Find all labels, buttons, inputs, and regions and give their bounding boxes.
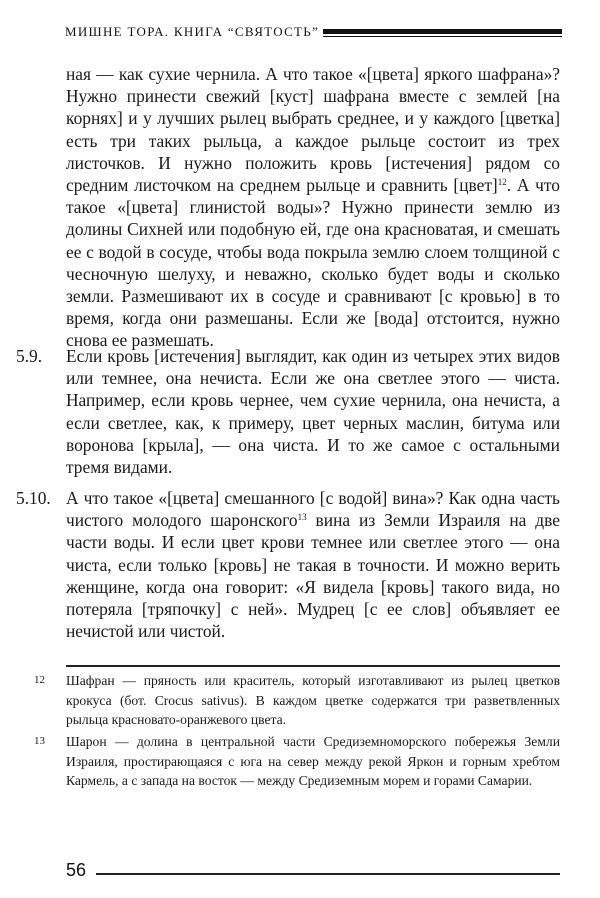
paragraph-text-part: . А что такое «[цвета] глинистой воды»? Нужно принести землю из долины Сихней или подобную ей, где она красноватая, и смешать ее с водой в сосуде, чтобы вода покрыла землю слоем толщиной с чесночную шелуху, и неважно, сколько будет воды и сколько земли. Размешивают их в сосуде и сравнивают [с кровью] в то время, когда они размешаны. Если же [вода] отстоится, нужно снова ее размешать. [66, 175, 560, 351]
section-text-part: А что такое «[цвета] смешанного [с водой] вина»? Как одна часть чистого молодого шаронского [66, 488, 560, 531]
header-double-rule [323, 29, 562, 38]
section-text: Если кровь [истечения] выглядит, как один из четырех этих видов или темнее, она нечиста. Если же она светлее этого — чиста. Например, если кровь чернее, чем сухие чернила, она нечиста, а если светлее, как, к примеру, цвет черных маслин, битума или воронова [крыла], — она чиста. И то же самое с остальными тремя видами. [66, 346, 560, 478]
footnote-separator [66, 665, 560, 667]
page-footer [66, 857, 560, 883]
section-text [66, 487, 560, 642]
footnote-12 [34, 671, 560, 730]
footnote-number: 12 [34, 674, 45, 686]
page-number: 56 [66, 859, 87, 880]
paragraph-text-part: ная — как сухие чернила. А что такое «[цвета] яркого шафрана»? Нужно принести свежий [куст] шафрана вместе с землей [на корнях] и у лучших рылец выбрать среднее, и у каждого [цветка] есть три таких рыльца, а каждое рыльце состоит из трех листочков. И нужно положить кровь [истечения] рядом со средним листочком на среднем рыльце и сравнить [цвет] [66, 64, 560, 196]
footnote-13 [34, 732, 560, 791]
section-5-10 [16, 487, 560, 642]
header-rule-thin [323, 36, 562, 37]
footnote-text: Шафран — пряность или краситель, который изготавливают из рылец цветков крокуса (бот. Crocus sativus). В каждом цветке содержатся три разветвленных рыльца красновато-оранжевого цвета. [66, 673, 560, 727]
running-header [65, 22, 562, 42]
footer-rule [96, 873, 560, 875]
section-5-9 [16, 345, 560, 478]
section-text-part: вина из Земли Израиля на две части воды. И если цвет крови темнее или светлее этого — она чиста, если только [кровь] не такая в точности. И можно верить женщине, когда она говорит: «Я видела [кровь] такого вида, но потеряла [тряпочку] с ней». Мудрец [с ее слов] объявляет ее нечистой или чистой. [66, 510, 560, 642]
footnote-text: Шарон — долина в центральной части Средиземноморского побережья Земли Израиля, простирающаяся с юга на север между рекой Яркон и горным хребтом Кармель, а с запада на восток — между Средиземным морем и горами Самарии. [66, 734, 560, 788]
continuation-paragraph [66, 63, 560, 352]
header-rule-thick [323, 29, 562, 34]
running-title: МИШНЕ ТОРА. КНИГА “СВЯТОСТЬ” [65, 24, 320, 39]
footnote-ref-13[interactable]: 13 [297, 512, 307, 523]
footnote-number: 13 [34, 735, 45, 747]
footnote-ref-12[interactable]: 12 [497, 177, 507, 188]
section-number: 5.9. [16, 346, 43, 366]
section-number: 5.10. [16, 488, 51, 508]
